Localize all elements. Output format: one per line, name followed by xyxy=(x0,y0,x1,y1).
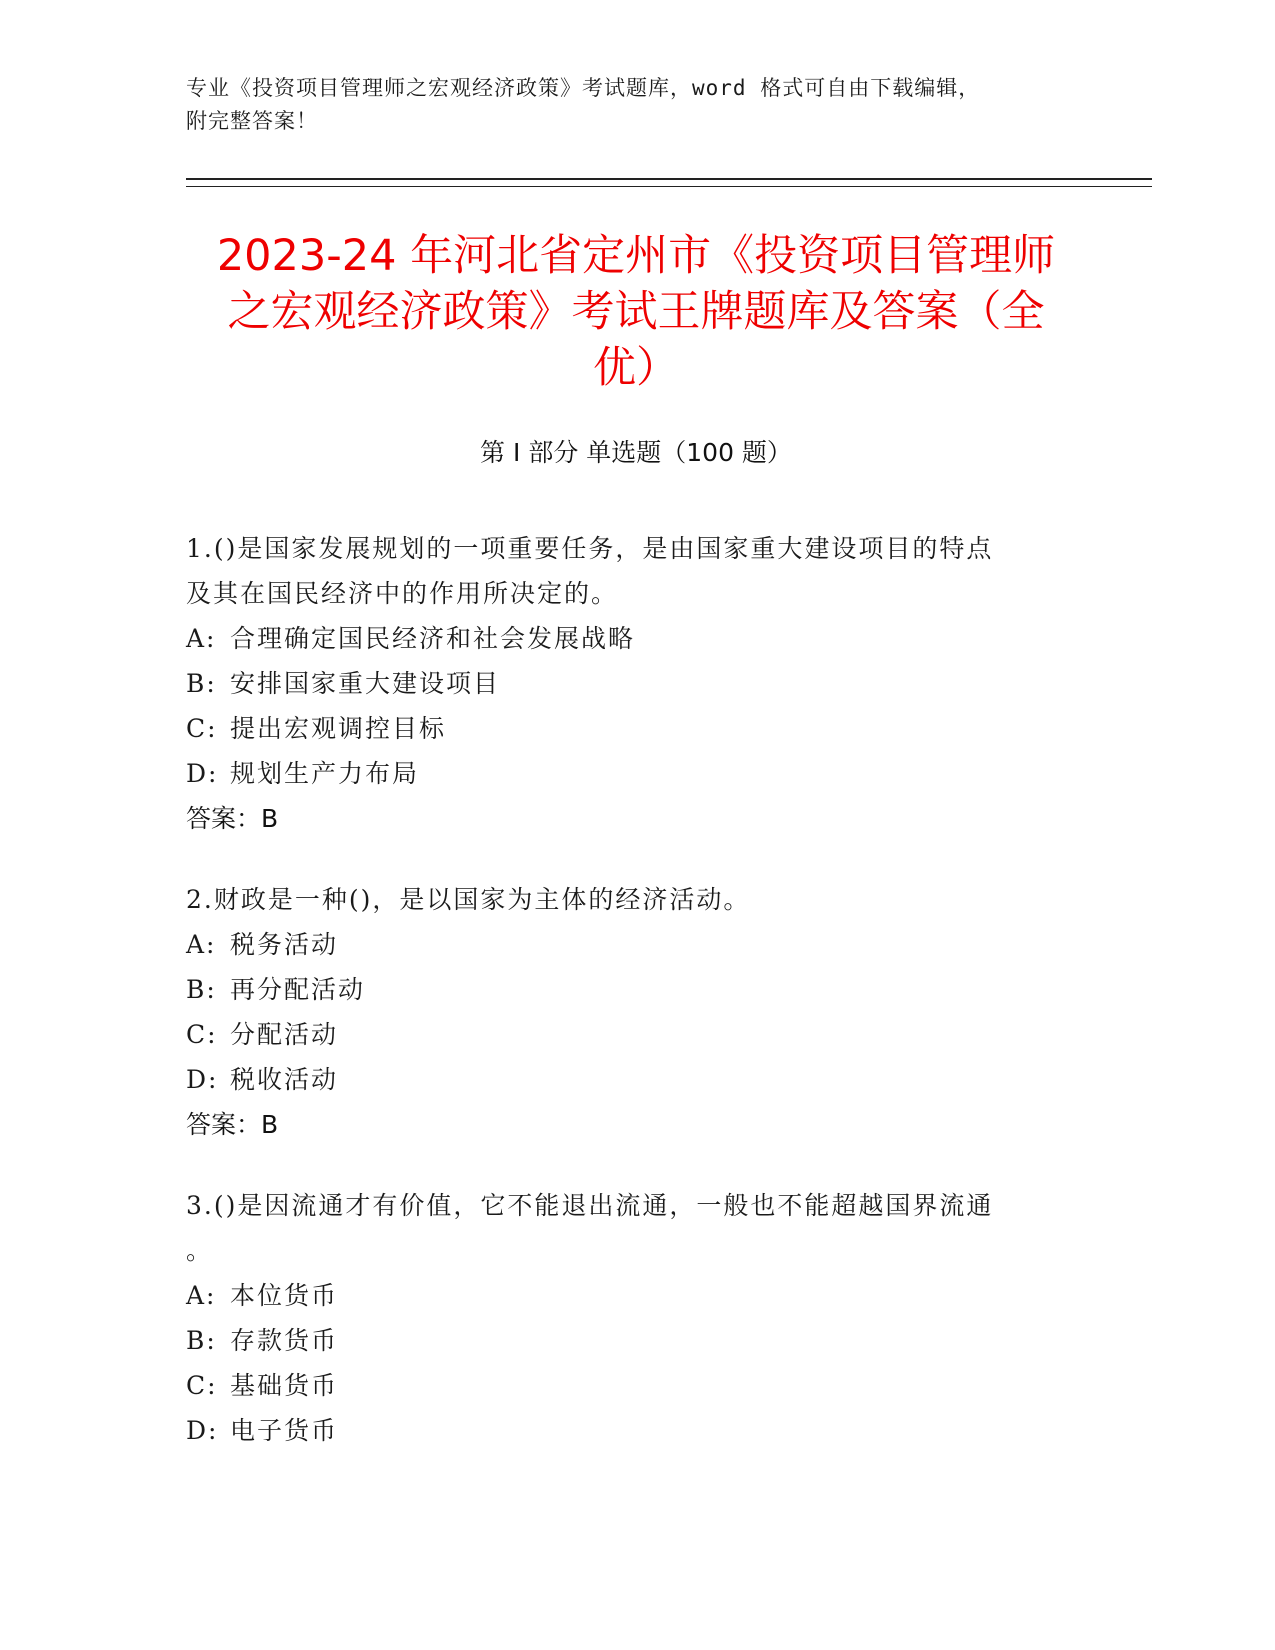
question-option xyxy=(186,967,1086,1012)
question-stem: 1.()是国家发展规划的一项重要任务，是由国家重大建设项目的特点 xyxy=(186,534,994,563)
option-key: D: xyxy=(186,1065,219,1094)
option-text: 电子货币 xyxy=(230,1416,339,1445)
question-option xyxy=(186,1273,1086,1318)
question-stem: 2.财政是一种()，是以国家为主体的经济活动。 xyxy=(186,885,751,914)
question-item xyxy=(186,1183,1086,1453)
option-text: 提出宏观调控目标 xyxy=(230,714,447,743)
question-item xyxy=(186,526,1086,841)
option-text: 存款货币 xyxy=(230,1326,339,1355)
header-rule-thin xyxy=(186,186,1152,187)
option-text: 规划生产力布局 xyxy=(230,759,420,788)
question-option xyxy=(186,706,1086,751)
question-list xyxy=(186,526,1086,1489)
question-option xyxy=(186,1318,1086,1363)
option-text: 基础货币 xyxy=(230,1371,339,1400)
header-note-line: 专业《投资项目管理师之宏观经济政策》考试题库，word 格式可自由下载编辑， xyxy=(186,76,981,100)
title-line: 优） xyxy=(593,343,679,393)
option-key: C: xyxy=(186,1371,218,1400)
question-option xyxy=(186,1363,1086,1408)
option-text: 再分配活动 xyxy=(230,975,366,1004)
question-option xyxy=(186,751,1086,796)
question-stem: 。 xyxy=(186,1236,214,1265)
option-key: A: xyxy=(186,930,217,959)
header-rule-thick xyxy=(186,178,1152,180)
question-option xyxy=(186,922,1086,967)
question-option xyxy=(186,661,1086,706)
question-stem: 3.()是因流通才有价值，它不能退出流通，一般也不能超越国界流通 xyxy=(186,1191,994,1220)
question-stem: 及其在国民经济中的作用所决定的。 xyxy=(186,579,619,608)
section-heading: 第 I 部分 单选题（100 题） xyxy=(480,438,792,467)
option-key: B: xyxy=(186,1326,217,1355)
option-key: A: xyxy=(186,624,217,653)
option-text: 税务活动 xyxy=(230,930,339,959)
option-key: B: xyxy=(186,975,217,1004)
document-title xyxy=(186,228,1086,396)
option-key: C: xyxy=(186,714,218,743)
header-note xyxy=(186,72,1086,138)
question-answer: 答案：B xyxy=(186,1110,279,1139)
option-text: 合理确定国民经济和社会发展战略 xyxy=(230,624,636,653)
option-text: 分配活动 xyxy=(230,1020,339,1049)
question-option xyxy=(186,1012,1086,1057)
header-note-line: 附完整答案！ xyxy=(186,109,318,133)
option-key: A: xyxy=(186,1281,217,1310)
option-text: 安排国家重大建设项目 xyxy=(230,669,501,698)
option-key: B: xyxy=(186,669,217,698)
option-key: D: xyxy=(186,1416,219,1445)
question-item xyxy=(186,877,1086,1147)
option-key: D: xyxy=(186,759,219,788)
question-option xyxy=(186,1057,1086,1102)
question-answer: 答案：B xyxy=(186,804,279,833)
option-text: 税收活动 xyxy=(230,1065,339,1094)
title-line: 之宏观经济政策》考试王牌题库及答案（全 xyxy=(227,287,1045,337)
question-option xyxy=(186,1408,1086,1453)
question-option xyxy=(186,616,1086,661)
title-line: 2023-24 年河北省定州市《投资项目管理师 xyxy=(216,231,1056,281)
option-text: 本位货币 xyxy=(230,1281,339,1310)
option-key: C: xyxy=(186,1020,218,1049)
